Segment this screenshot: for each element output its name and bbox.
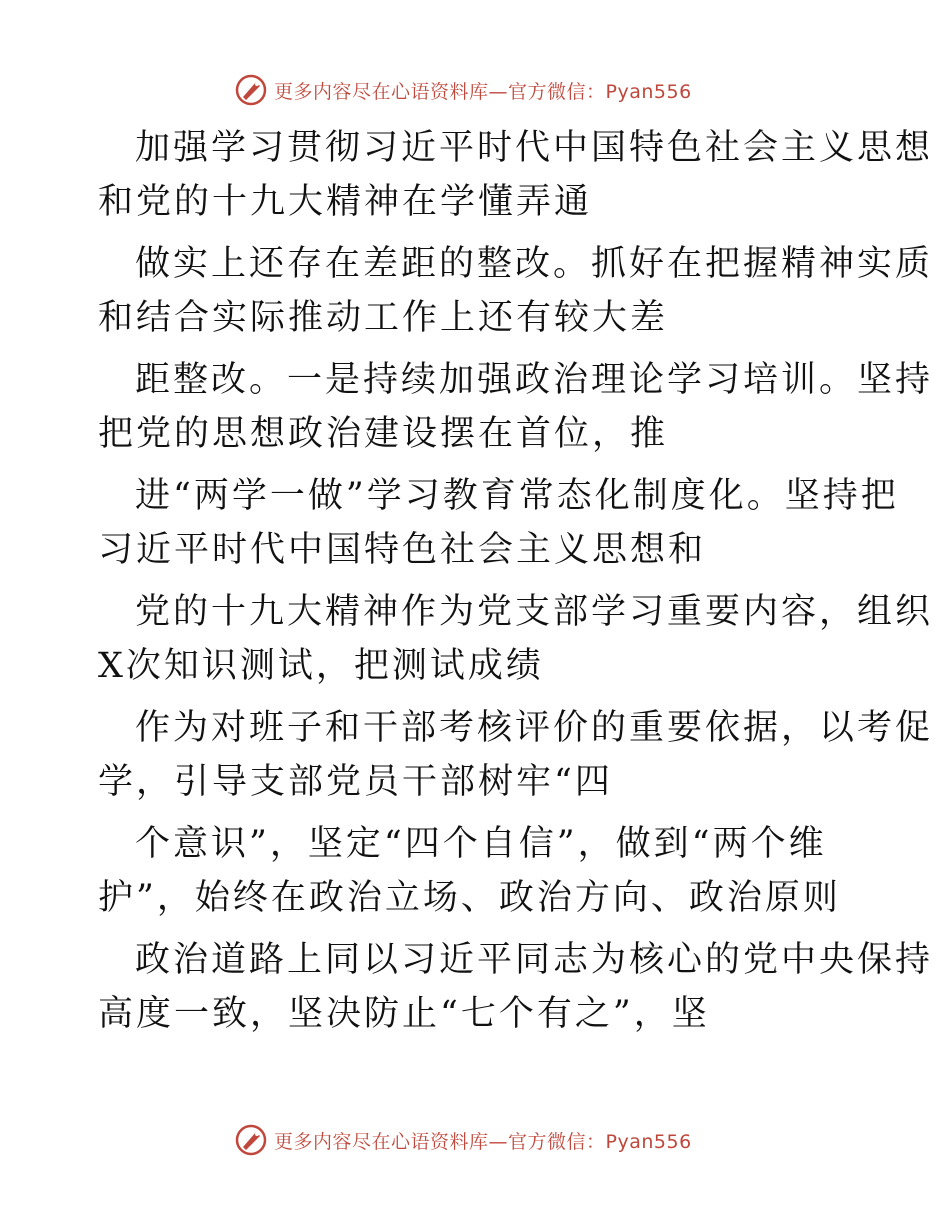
paragraph-line: 学，引导支部党员干部树牢“四	[98, 761, 613, 802]
paragraph-line: 做实上还存在差距的整改。抓好在把握精神实质	[135, 244, 934, 284]
pen-nib-logo-icon	[234, 1123, 268, 1157]
paragraph-line: 高度一致，坚决防止“七个有之”，坚	[98, 993, 710, 1034]
paragraph-line: 和党的十九大精神在学懂弄通	[98, 181, 593, 222]
paragraph-line: 和结合实际推动工作上还有较大差	[98, 297, 669, 338]
paragraph	[98, 122, 934, 229]
paragraph	[98, 702, 934, 809]
pen-nib-logo-icon	[234, 73, 268, 107]
banner-text: 更多内容尽在心语资料库—官方微信：Pyan556	[274, 80, 692, 103]
footer-banner	[234, 1120, 714, 1160]
paragraph-line: 距整改。一是持续加强政治理论学习培训。坚持	[135, 360, 934, 400]
paragraph	[98, 470, 899, 577]
paragraph-line: 进“两学一做”学习教育常态化制度化。坚持把	[135, 476, 899, 516]
paragraph-line: X次知识测试，把测试成绩	[98, 645, 544, 686]
paragraph-line: 个意识”，坚定“四个自信”，做到“两个维	[135, 824, 827, 864]
paragraph-line: 加强学习贯彻习近平时代中国特色社会主义思想	[135, 128, 934, 168]
paragraph-line: 把党的思想政治建设摆在首位，推	[98, 413, 669, 454]
paragraph-line: 党的十九大精神作为党支部学习重要内容，组织	[135, 592, 934, 632]
paragraph	[98, 354, 934, 461]
paragraph	[98, 934, 934, 1041]
paragraph	[98, 238, 934, 345]
paragraph-line: 习近平时代中国特色社会主义思想和	[98, 529, 707, 570]
paragraph-line: 政治道路上同以习近平同志为核心的党中央保持	[135, 940, 934, 980]
paragraph	[98, 586, 934, 693]
banner-text: 更多内容尽在心语资料库—官方微信：Pyan556	[274, 1130, 692, 1153]
header-banner	[234, 70, 714, 110]
paragraph	[98, 818, 858, 925]
paragraph-line: 护”，始终在政治立场、政治方向、政治原则	[98, 877, 841, 918]
paragraph-line: 作为对班子和干部考核评价的重要依据，以考促	[135, 708, 934, 748]
document-body	[98, 122, 934, 1050]
